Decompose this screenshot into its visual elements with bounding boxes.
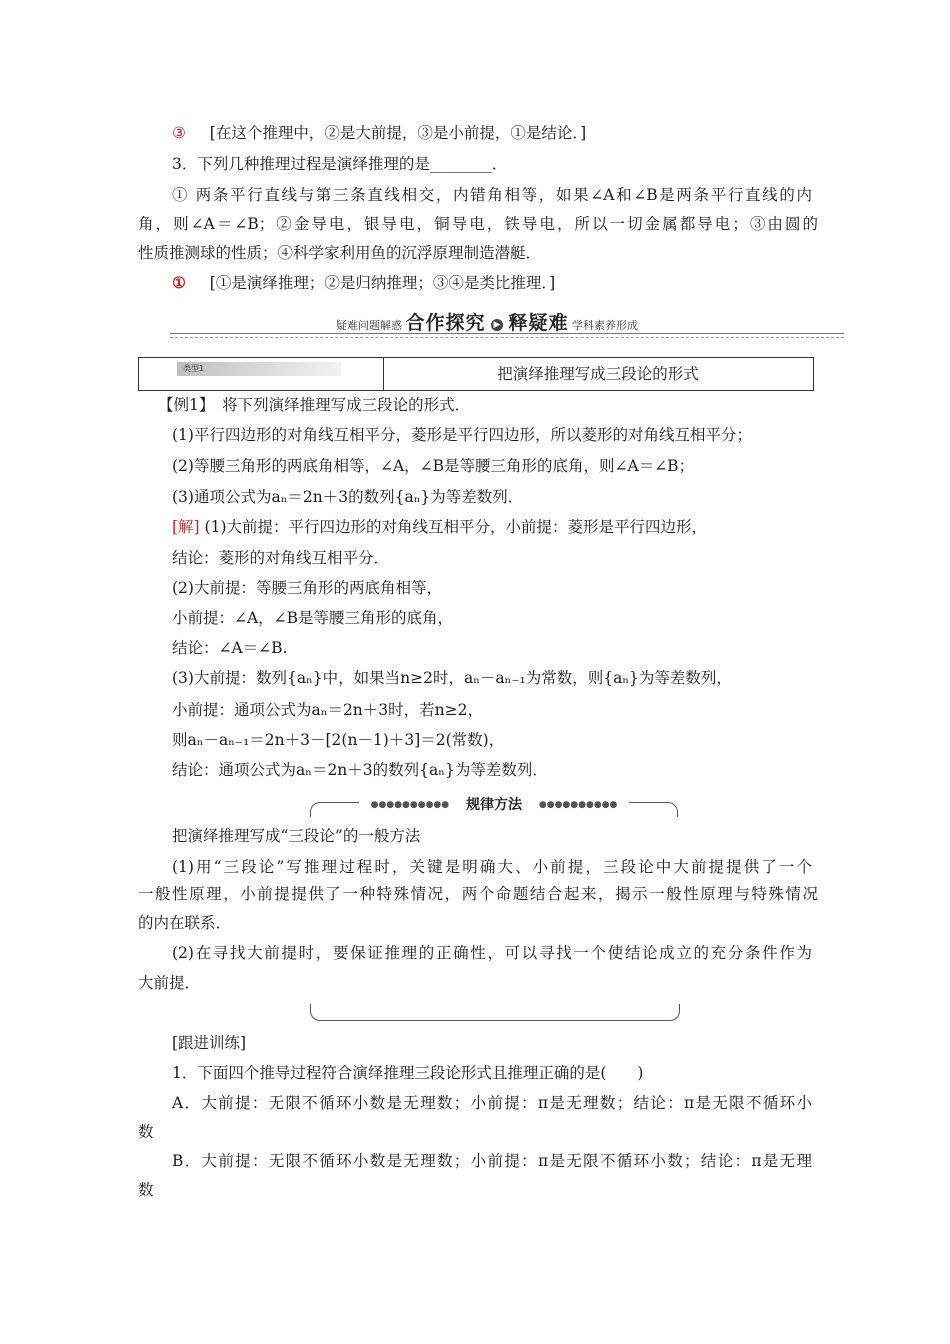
q2-explanation: [在这个推理中，②是大前提，③是小前提，①是结论．] [209,124,587,142]
q3-stem: 3．下列几种推理过程是演绎推理的是________． [172,155,508,173]
q3-options-line-1: ① 两条平行直线与第三条直线相交，内错角相等，如果∠A和∠B是两条平行直线的内 [172,186,812,204]
method-box-top [310,794,678,814]
method-label: ●●●●●●●●●● 规律方法 ●●●●●●●●●● [310,794,678,814]
solution-line-1 [172,516,852,538]
option-a-line-1: A．大前提：无限不循环小数是无理数；小前提：π是无理数；结论：π是无限不循环小 [172,1094,812,1112]
example-item-1: (1)平行四边形的对角线互相平分，菱形是平行四边形，所以菱形的对角线互相平分； [172,426,752,444]
banner-right: 学科素养形成 [572,319,639,332]
method-intro: 把演绎推理写成“三段论”的一般方法 [172,827,421,845]
option-a-line-2: 数 [138,1123,154,1141]
method-2-line-1: (2)在寻找大前提时，要保证推理的正确性，可以寻找一个使结论成立的充分条件作为 [172,944,812,962]
q3-answer-line [172,272,852,294]
solution-line-7: 小前提：通项公式为aₙ＝2n＋3时，若n≥2， [172,701,483,719]
method-1-line-1: (1)用“三段论”写推理过程时，关键是明确大、小前提，三段论中大前提提供了一个 [172,858,812,876]
q3-options-line-2: 角，则∠A＝∠B；②金导电，银导电，铜导电，铁导电，所以一切金属都导电；③由圆的 [138,215,818,233]
banner-title-2: 释疑难 [508,312,569,334]
solution-line-4: 小前提：∠A，∠B是等腰三角形的底角， [172,609,454,627]
method-2-line-2: 大前提． [138,974,201,992]
solution-line-6: (3)大前提：数列{aₙ}中，如果当n≥2时，aₙ－aₙ₋₁为常数，则{aₙ}为等差数列， [172,669,732,687]
q3-explanation: [①是演绎推理；②是归纳推理；③④是类比推理．] [209,274,556,292]
solution-tag: [解] [172,518,200,536]
example-item-3: (3)通项公式为aₙ＝2n＋3的数列{aₙ}为等差数列． [172,488,524,506]
banner-title-1: 合作探究 [405,312,486,334]
section-banner [170,306,844,340]
method-label-text: 规律方法 [460,797,528,813]
banner-arrow-icon: ▶ [491,319,503,331]
practice-head: [跟进训练] [172,1034,247,1052]
example-head: 【例1】 将下列演绎推理写成三段论的形式． [158,396,471,414]
type-box [138,357,814,391]
method-1-line-2: 一般性原理，小前提提供了一种特殊情况，两个命题结合起来，揭示一般性原理与特殊情况 [138,885,818,903]
solution-text-1: (1)大前提：平行四边形的对角线互相平分，小前提：菱形是平行四边形， [204,518,708,536]
type-title: 把演绎推理写成三段论的形式 [497,365,699,383]
type-box-left [139,358,384,390]
banner-left: 疑难问题解惑 [336,319,402,332]
solution-line-8: 则aₙ－aₙ₋₁＝2n＋3－[2(n－1)＋3]＝2(常数)， [172,731,505,749]
solution-line-2: 结论：菱形的对角线互相平分． [172,549,390,567]
q3-options-line-3: 性质推测球的性质；④科学家利用鱼的沉浮原理制造潜艇． [138,244,542,262]
method-box-bottom [310,1004,680,1021]
q3-answer: ① [172,273,186,292]
banner-rule-dashed [170,337,844,338]
q2-answer-line [172,122,852,144]
solution-line-9: 结论：通项公式为aₙ＝2n＋3的数列{aₙ}为等差数列． [172,761,548,779]
method-1-line-3: 的内在联系． [138,914,232,932]
solution-line-3: (2)大前提：等腰三角形的两底角相等， [172,579,442,597]
option-b-line-1: B．大前提：无限不循环小数是无理数；小前提：π是无限不循环小数；结论：π是无理 [172,1152,812,1170]
practice-q1: 1．下面四个推导过程符合演绎推理三段论形式且推理正确的是( ) [172,1064,644,1082]
banner-text [336,308,638,335]
type-tag: 类型1 [177,362,341,376]
option-b-line-2: 数 [138,1181,154,1199]
q2-answer: ③ [172,124,186,142]
example-item-2: (2)等腰三角形的两底角相等，∠A，∠B是等腰三角形的底角，则∠A＝∠B； [172,457,695,475]
solution-line-5: 结论：∠A＝∠B. [172,639,288,657]
